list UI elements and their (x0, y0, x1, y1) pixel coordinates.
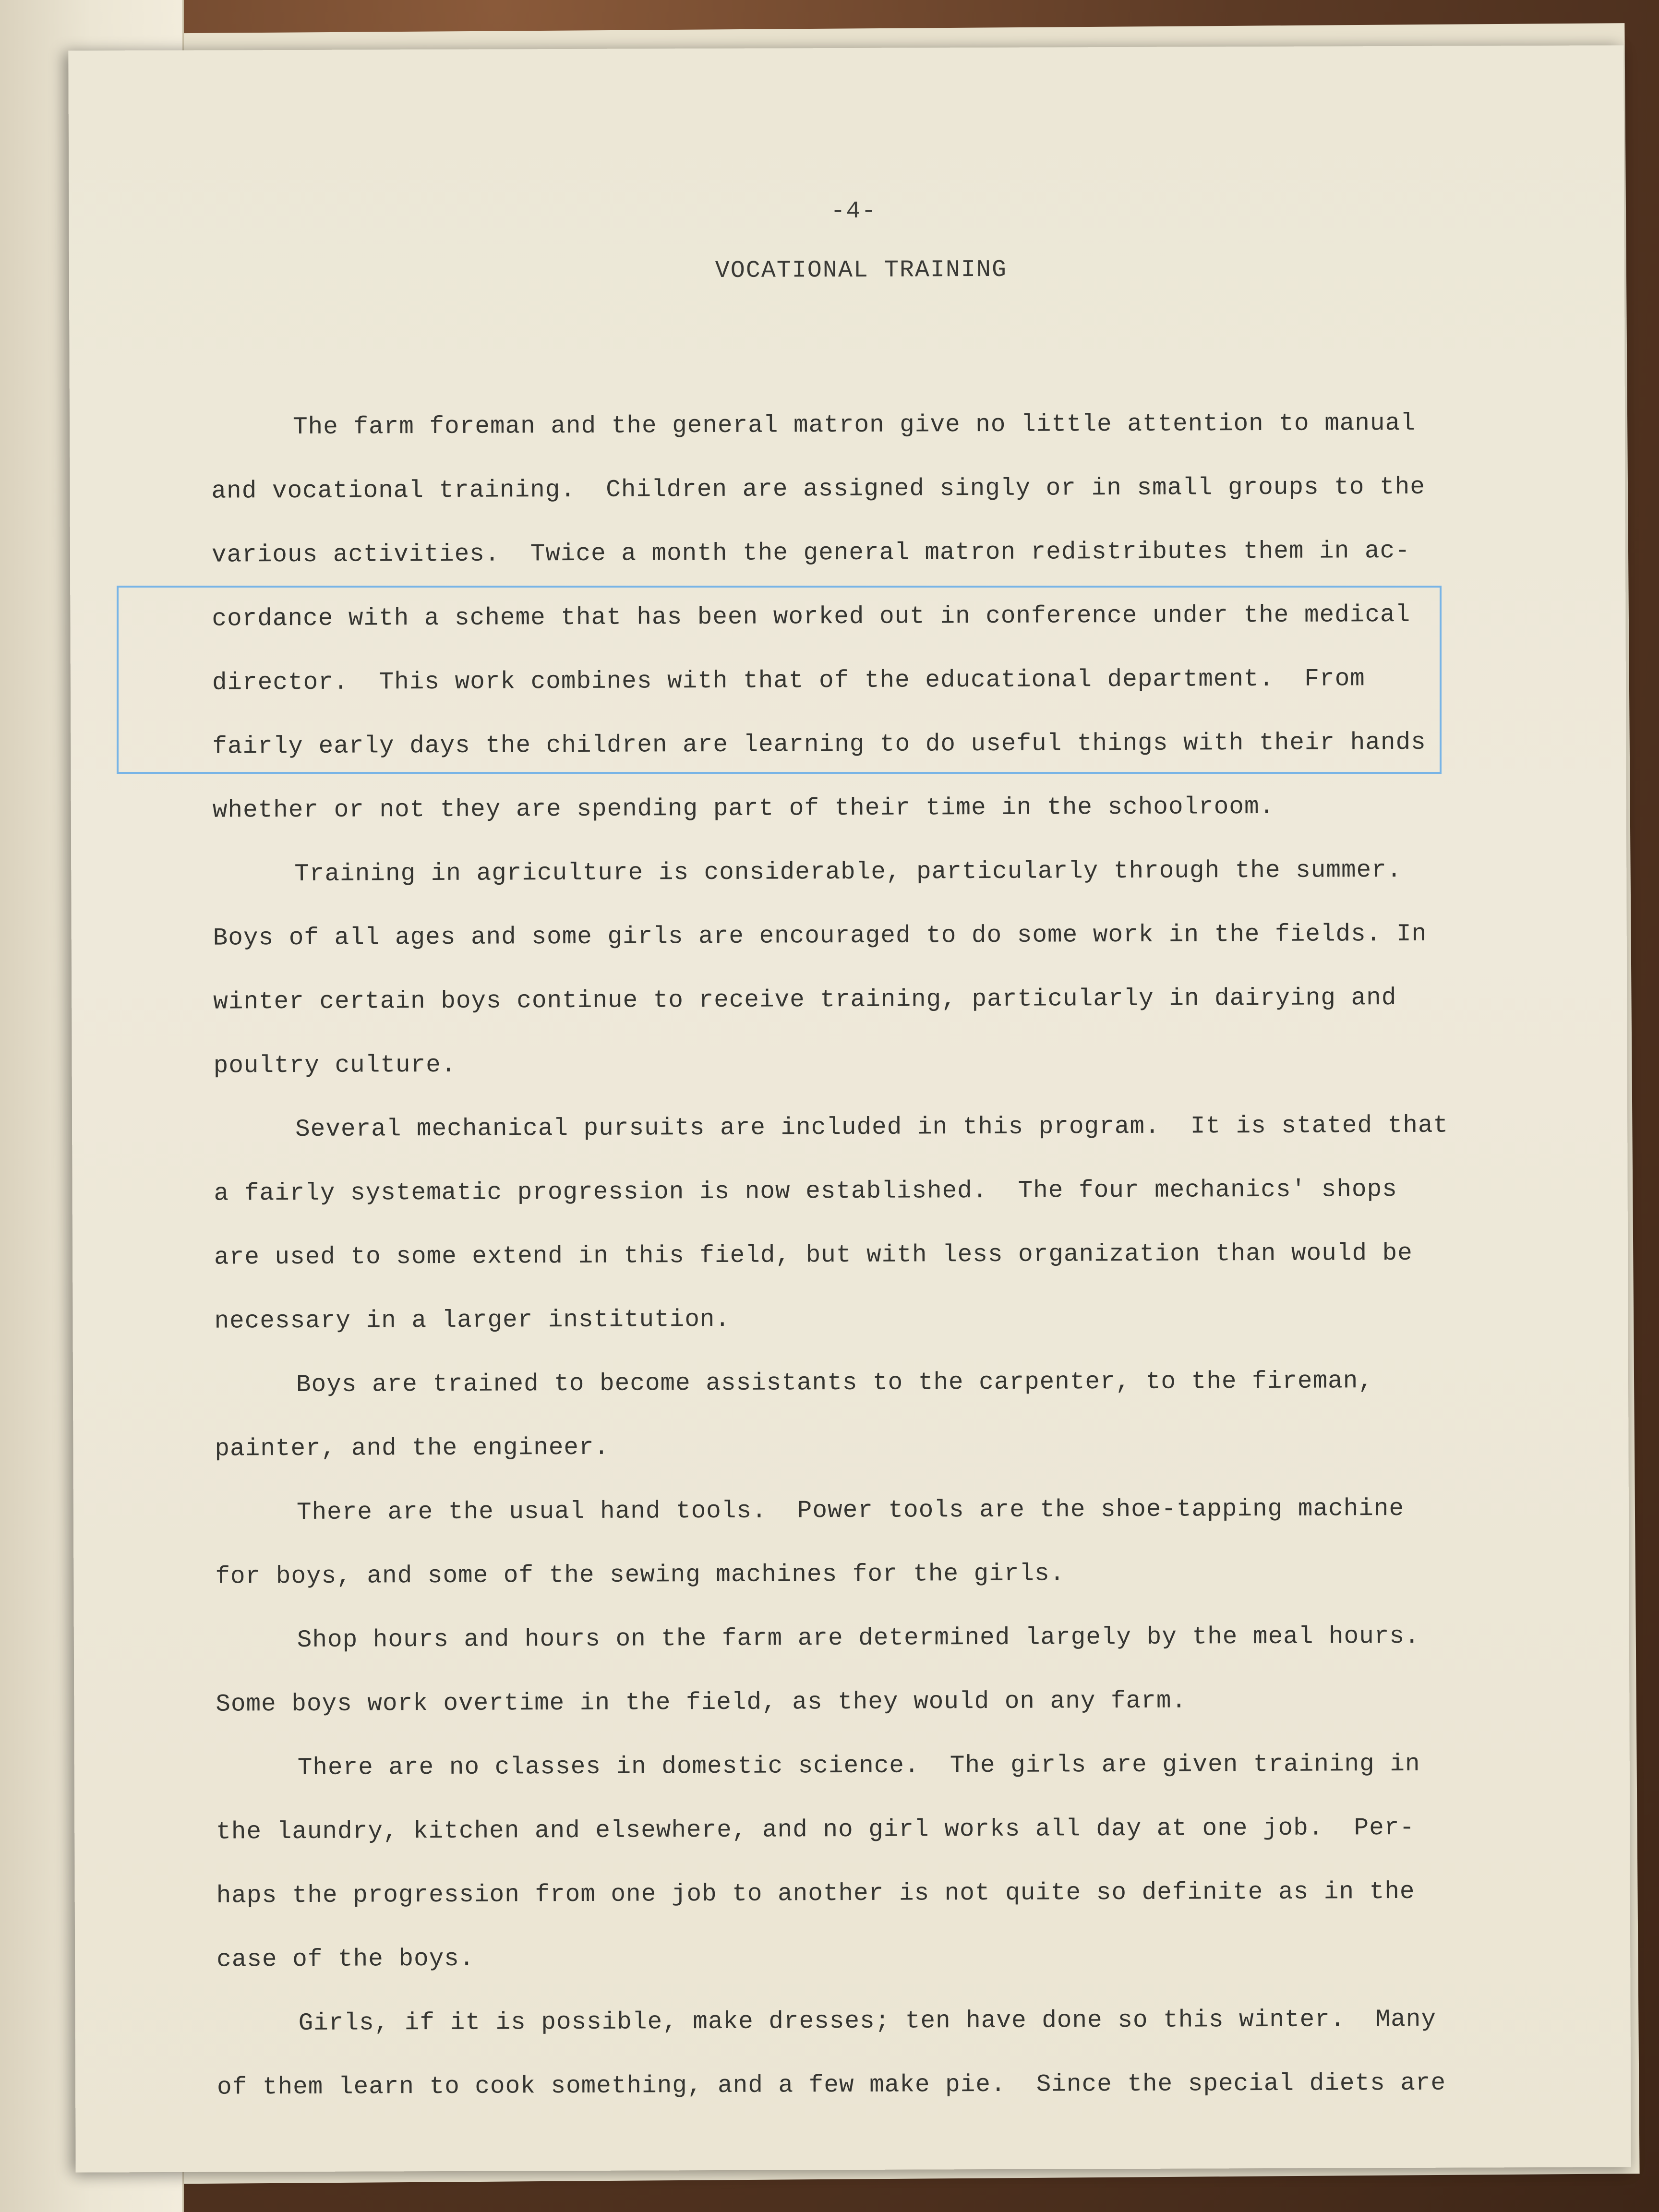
text-line: the laundry, kitchen and elsewhere, and no girl works all day at one job. Per- (216, 1814, 1415, 1846)
text-line: poultry culture. (213, 1051, 457, 1080)
text-line: There are no classes in domestic science. The girls are given training in (297, 1750, 1420, 1782)
text-line: Boys of all ages and some girls are encouraged to do some work in the fields. In (213, 920, 1427, 952)
text-line: of them learn to cook something, and a few make pie. Since the special diets are (217, 2069, 1446, 2102)
text-line: haps the progression from one job to another is not quite so definite as in the (216, 1878, 1415, 1910)
text-line: are used to some extend in this field, but with less organization than would be (214, 1239, 1413, 1272)
text-line: Some boys work overtime in the field, as they would on any farm. (216, 1687, 1187, 1719)
text-line: necessary in a larger institution. (214, 1306, 731, 1335)
section-heading: VOCATIONAL TRAINING (715, 256, 1008, 285)
text-line: director. This work combines with that of the educational department. From (212, 665, 1365, 697)
text-line: Girls, if it is possible, make dresses; ten have done so this winter. Many (298, 2006, 1437, 2038)
text-line: The farm foreman and the general matron give no little attention to manual (292, 409, 1416, 442)
text-line: painter, and the engineer. (215, 1434, 610, 1463)
typewritten-page (68, 45, 1631, 2172)
text-line: and vocational training. Children are assigned singly or in small groups to the (211, 473, 1425, 505)
text-line: Shop hours and hours on the farm are determined largely by the meal hours. (297, 1623, 1420, 1655)
text-line: Several mechanical pursuits are included in this program. It is stated that (295, 1112, 1449, 1144)
text-line: case of the boys. (216, 1945, 475, 1974)
text-line: Boys are trained to become assistants to the carpenter, to the fireman, (296, 1368, 1374, 1399)
text-line: various activities. Twice a month the general matron redistributes them in ac- (211, 537, 1410, 569)
text-line: a fairly systematic progression is now established. The four mechanics' shops (214, 1176, 1397, 1208)
selection-highlight-box[interactable] (117, 586, 1442, 774)
text-line: winter certain boys continue to receive training, particularly in dairying and (213, 985, 1397, 1016)
page-number: -4- (830, 197, 877, 226)
text-line: There are the usual hand tools. Power tools are the shoe-tapping machine (296, 1495, 1405, 1527)
text-line: for boys, and some of the sewing machines for the girls. (215, 1560, 1065, 1591)
text-line: whether or not they are spending part of their time in the schoolroom. (212, 793, 1275, 825)
text-line: cordance with a scheme that has been worked out in conference under the medical (212, 601, 1411, 633)
text-line: Training in agriculture is considerable, particularly through the summer. (294, 856, 1402, 889)
text-line: fairly early days the children are learning to do useful things with their hands (212, 729, 1426, 761)
